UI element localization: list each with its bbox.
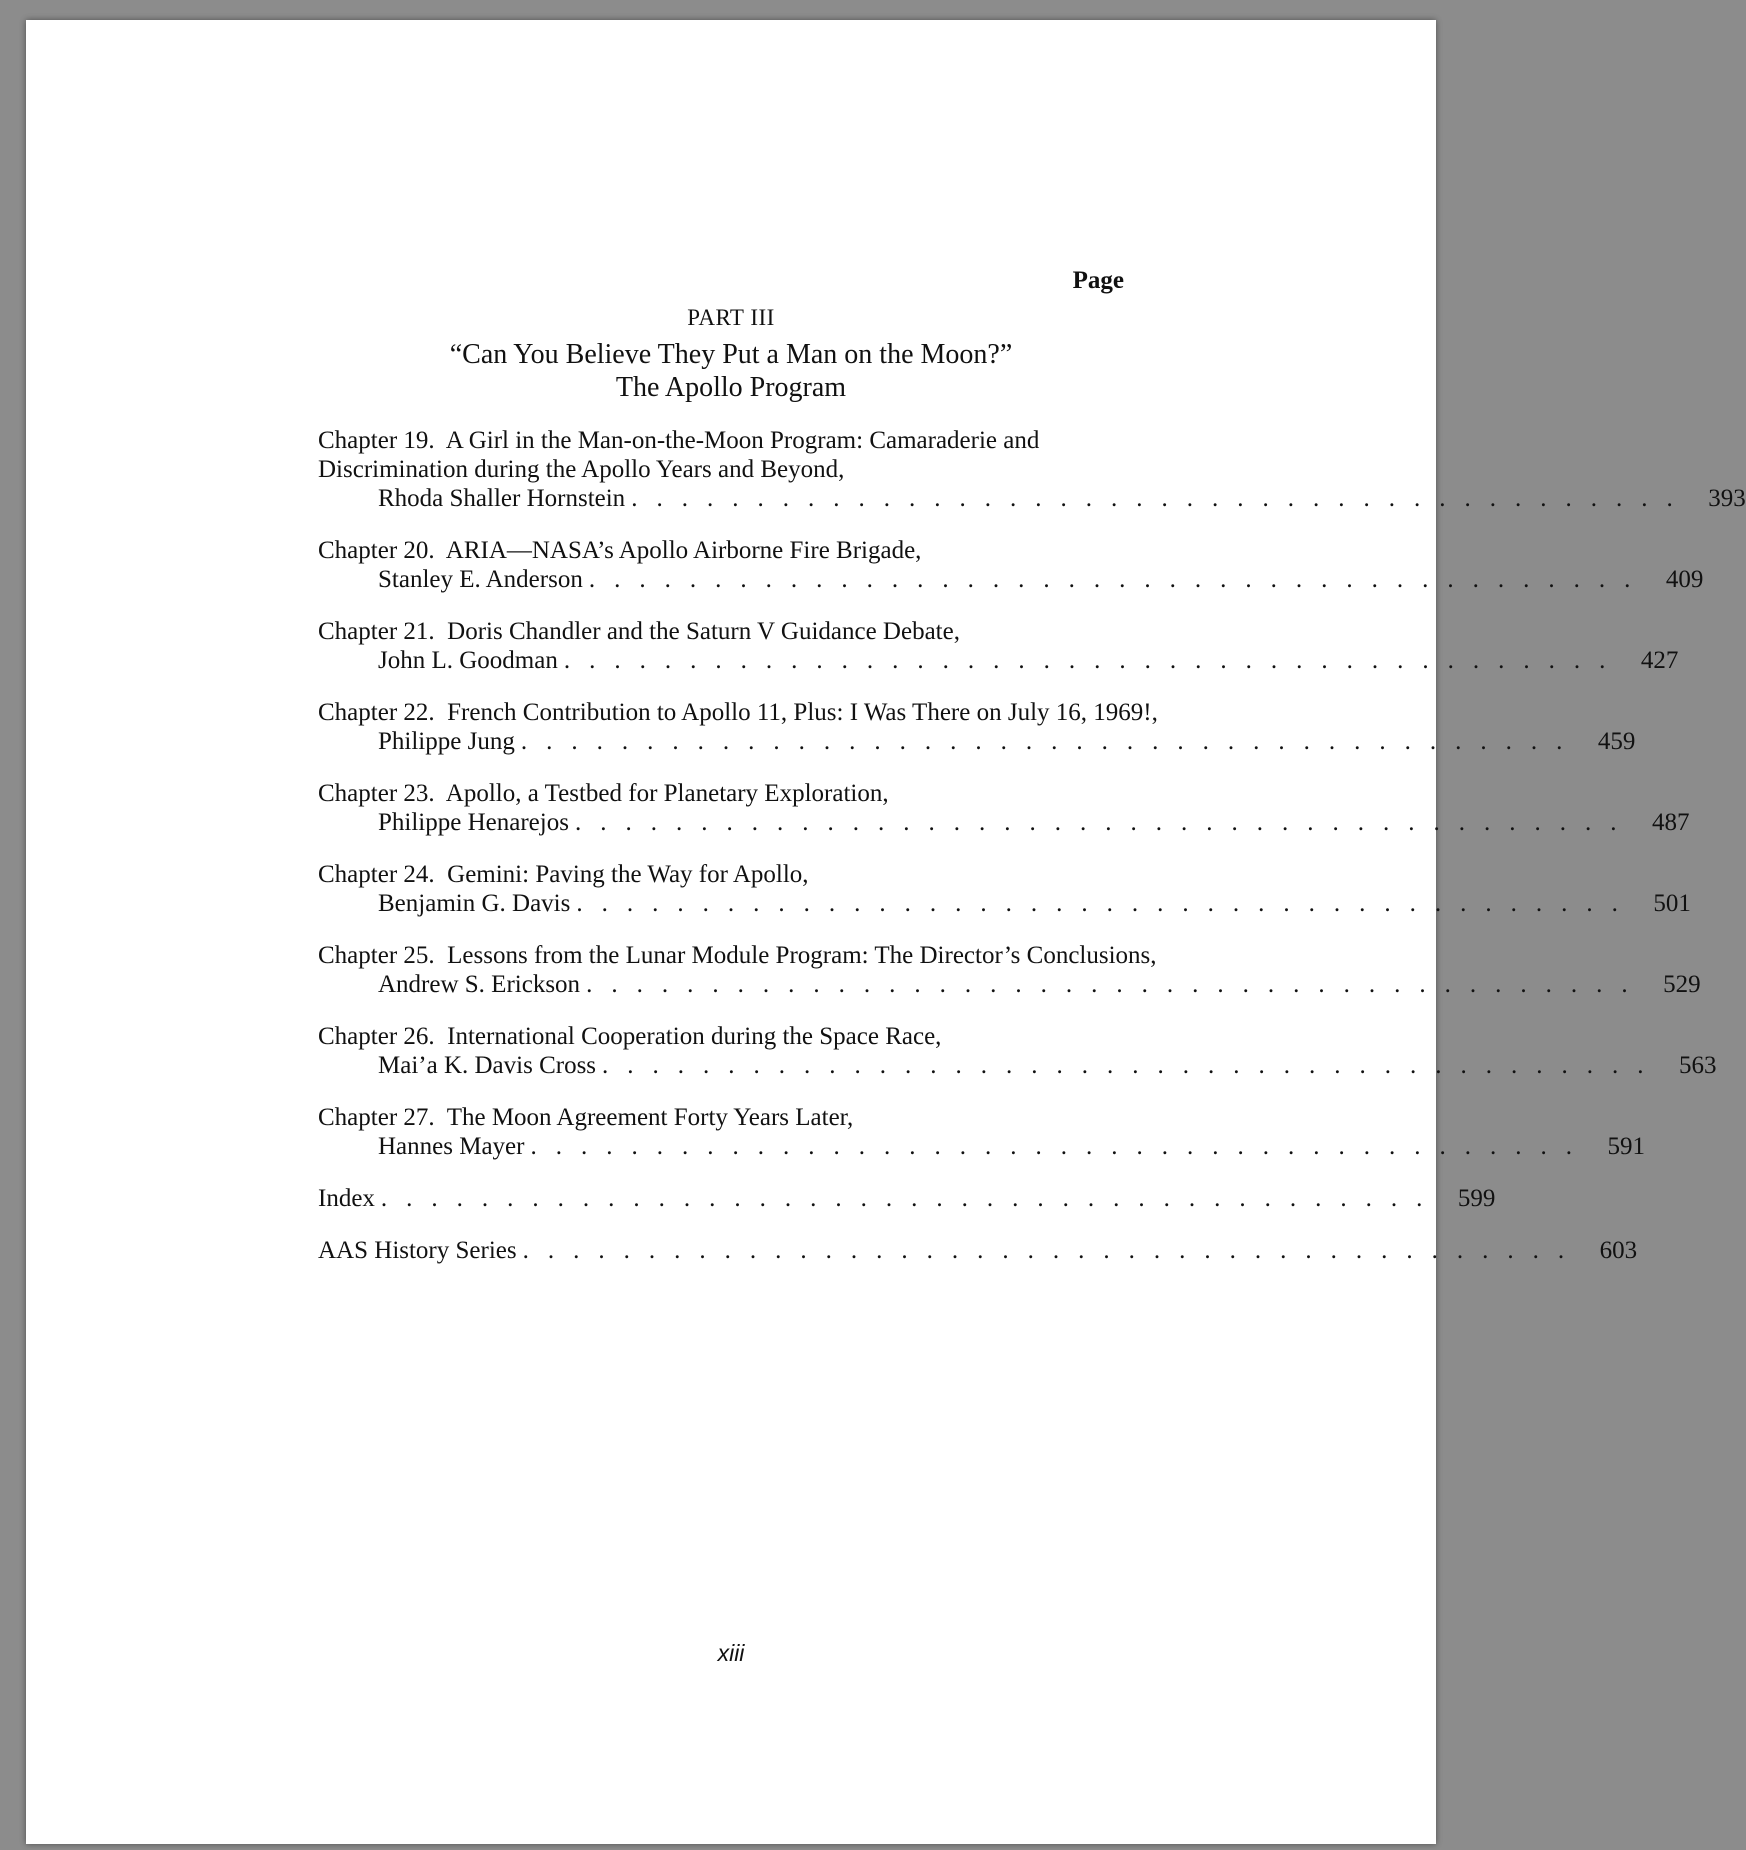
toc-chapter-number: Chapter 23. xyxy=(318,780,435,807)
toc-chapter-title: International Cooperation during the Space Race, xyxy=(447,1023,942,1050)
toc-chapter-number: Chapter 20. xyxy=(318,537,435,564)
dot-leader: .......................................... xyxy=(380,1185,1442,1212)
toc-page-number: 459 xyxy=(1597,728,1636,755)
toc-chapter-number: Chapter 22. xyxy=(318,699,435,726)
dot-leader: .......................................... xyxy=(588,566,1650,593)
toc-chapter-number: Chapter 26. xyxy=(318,1023,435,1050)
toc-entry-chapter-26 xyxy=(318,1022,1717,1080)
toc-entry-chapter-23 xyxy=(318,779,1690,837)
toc-entry-chapter-22 xyxy=(318,698,1636,756)
part-subtitle: The Apollo Program xyxy=(615,372,847,403)
page-column-heading: Page xyxy=(1072,267,1124,294)
toc-chapter-title: Gemini: Paving the Way for Apollo, xyxy=(447,861,809,888)
toc-page-number: 393 xyxy=(1708,485,1746,512)
toc-author: Andrew S. Erickson xyxy=(378,971,581,998)
dot-leader: .......................................... xyxy=(530,1133,1591,1160)
dot-leader: .......................................... xyxy=(586,971,1647,998)
toc-page-number: 409 xyxy=(1665,566,1704,593)
toc-entry-chapter-21 xyxy=(318,617,1679,675)
toc-entry-chapter-19 xyxy=(318,426,1746,513)
toc-chapter-title: French Contribution to Apollo 11, Plus: I Was There on July 16, 1969!, xyxy=(447,699,1158,726)
toc-title xyxy=(318,1022,1174,1051)
toc-page-number: 603 xyxy=(1599,1237,1638,1264)
dot-leader: .......................................... xyxy=(631,485,1692,512)
toc-author: Hannes Mayer xyxy=(378,1133,525,1160)
toc-chapter-title: Lessons from the Lunar Module Program: The Director’s Conclusions, xyxy=(447,942,1157,969)
toc-title xyxy=(318,698,1174,727)
toc-back-matter-label: Index xyxy=(318,1185,375,1212)
toc-page-number: 427 xyxy=(1640,647,1679,674)
toc-chapter-title: Doris Chandler and the Saturn V Guidance Debate, xyxy=(447,618,960,645)
toc-title xyxy=(318,617,1174,646)
toc-page-number: 599 xyxy=(1457,1185,1496,1212)
part-title: “Can You Believe They Put a Man on the Moon?” xyxy=(449,339,1013,370)
dot-leader: .......................................... xyxy=(522,1237,1584,1264)
page-folio: xiii xyxy=(717,1640,745,1666)
toc-chapter-title: The Moon Agreement Forty Years Later, xyxy=(446,1104,854,1131)
toc-page-number: 501 xyxy=(1653,890,1691,917)
toc-title xyxy=(318,536,1174,565)
dot-leader: .......................................... xyxy=(574,809,1636,836)
part-label: PART III xyxy=(687,305,775,330)
toc-title xyxy=(318,941,1174,970)
toc-entry-aas-history-series xyxy=(318,1236,1638,1265)
toc-author: Philippe Jung xyxy=(378,728,515,755)
toc-chapter-number: Chapter 25. xyxy=(318,942,435,969)
toc-chapter-title: A Girl in the Man-on-the-Moon Program: Camaraderie and Discrimination during the Apollo Years and Beyond, xyxy=(318,427,1040,483)
toc-author: John L. Goodman xyxy=(378,647,558,674)
toc-page-number: 591 xyxy=(1607,1133,1645,1160)
dot-leader: .......................................... xyxy=(563,647,1625,674)
toc-chapter-number: Chapter 27. xyxy=(318,1104,435,1131)
toc-page-number: 563 xyxy=(1679,1052,1717,1079)
toc-chapter-number: Chapter 24. xyxy=(318,861,435,888)
dot-leader: .......................................... xyxy=(576,890,1637,917)
toc-chapter-title: ARIA—NASA’s Apollo Airborne Fire Brigade, xyxy=(445,537,922,564)
toc-chapter-number: Chapter 21. xyxy=(318,618,435,645)
toc-entry-index xyxy=(318,1184,1496,1213)
toc-title xyxy=(318,426,1174,484)
toc-title xyxy=(318,860,1174,889)
toc-author: Rhoda Shaller Hornstein xyxy=(378,485,626,512)
toc-entry-chapter-27 xyxy=(318,1103,1645,1161)
dot-leader: .......................................... xyxy=(602,1052,1663,1079)
toc-author: Benjamin G. Davis xyxy=(378,890,571,917)
toc-author: Philippe Henarejos xyxy=(378,809,569,836)
toc-title xyxy=(318,779,1174,808)
toc-page-number: 529 xyxy=(1663,971,1701,998)
toc-chapter-title: Apollo, a Testbed for Planetary Exploration, xyxy=(445,780,889,807)
toc-title xyxy=(318,1103,1174,1132)
document-page xyxy=(26,20,1746,1844)
toc-chapter-number: Chapter 19. xyxy=(318,427,435,454)
toc-author: Stanley E. Anderson xyxy=(378,566,583,593)
toc-entry-chapter-20 xyxy=(318,536,1704,594)
dot-leader: .......................................... xyxy=(520,728,1582,755)
toc-back-matter-label: AAS History Series xyxy=(318,1237,517,1264)
toc-entry-chapter-25 xyxy=(318,941,1701,999)
toc-author: Mai’a K. Davis Cross xyxy=(378,1052,597,1079)
toc-page-number: 487 xyxy=(1651,809,1690,836)
table-of-contents xyxy=(318,426,1746,1288)
toc-entry-chapter-24 xyxy=(318,860,1691,918)
